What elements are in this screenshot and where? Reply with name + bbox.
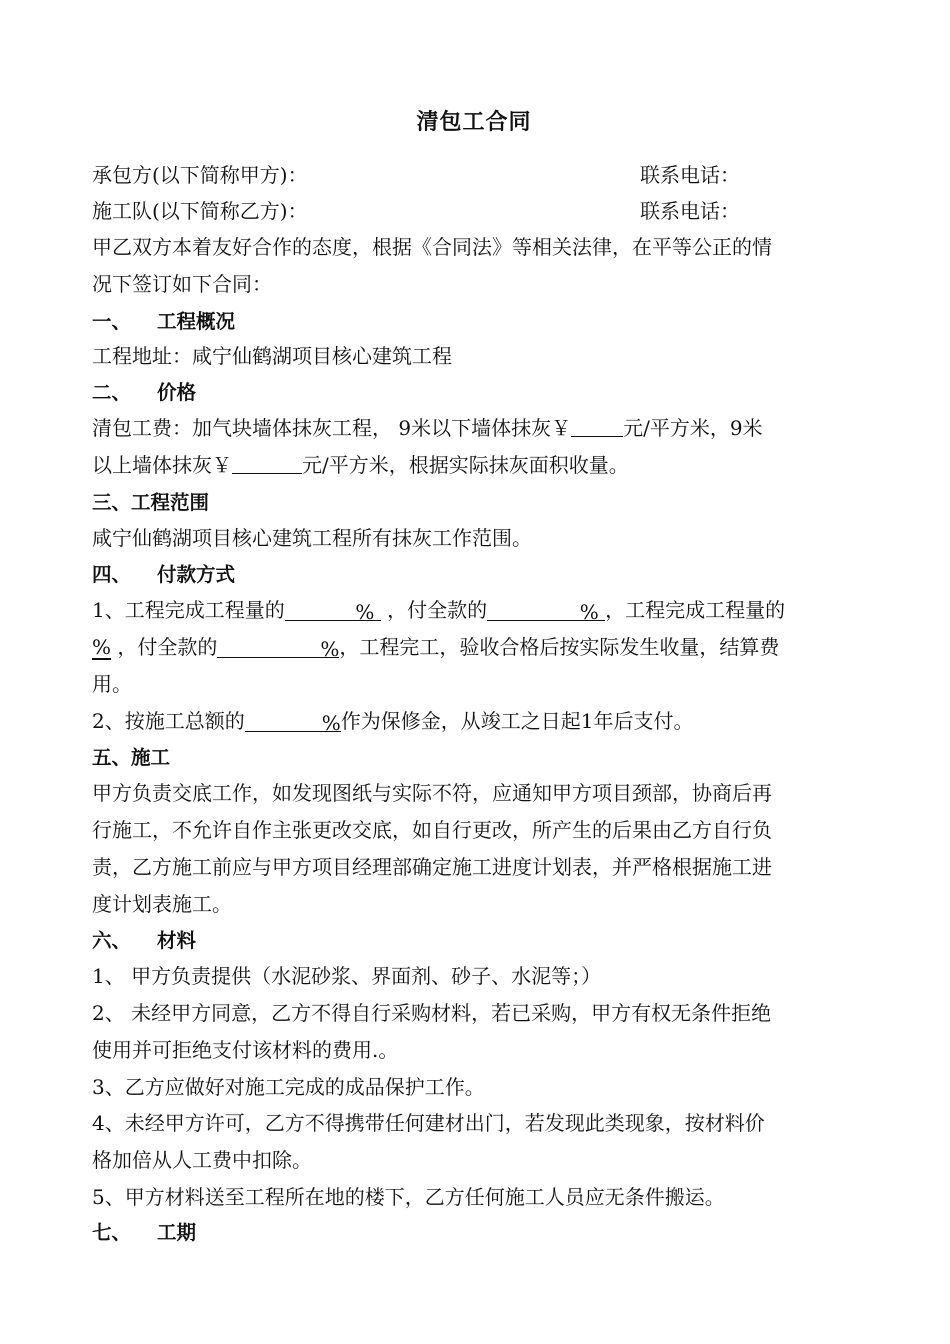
section-7-heading	[92, 1214, 856, 1251]
payment-line-1	[92, 592, 856, 629]
party-b-phone-label: 联系电话：	[640, 199, 740, 223]
section-4-title: 付款方式	[157, 563, 236, 586]
section-1-heading	[92, 303, 856, 340]
section-4-number: 四、	[92, 563, 132, 586]
payment-line-2	[92, 629, 856, 666]
section-7-title: 工期	[157, 1221, 197, 1244]
intro-line-1: 甲乙双方本着友好合作的态度，根据《合同法》等相关法律，在平等公正的情	[92, 235, 772, 259]
section-6-heading	[92, 922, 856, 959]
warranty-pct: %	[321, 711, 341, 735]
materials-line: 格加倍从人工费中扣除。	[92, 1148, 312, 1172]
payment-blank-2	[487, 594, 605, 624]
payment-text-1a: 1、工程完成工程量的	[92, 598, 285, 622]
payment-text-1c: ，工程完成工程量的	[605, 598, 786, 622]
materials-line: 5、甲方材料送至工程所在地的楼下，乙方任何施工人员应无条件搬运。	[92, 1185, 725, 1209]
section-2-heading	[92, 374, 856, 411]
page-title: 清包工合同	[416, 110, 532, 135]
payment-text-2a: 2、按施工总额的	[92, 709, 245, 733]
warranty-blank	[245, 705, 341, 735]
scope-text: 咸宁仙鹤湖项目核心建筑工程所有抹灰工作范围。	[92, 526, 532, 550]
price-text-2b: 元/平方米，根据实际抹灰面积收量。	[302, 453, 629, 477]
payment-line-3: 用。	[92, 672, 132, 696]
construction-line: 责，乙方施工前应与甲方项目经理部确定施工进度计划表，并严格根据施工进	[92, 855, 772, 879]
payment-blank-4	[217, 631, 340, 661]
payment-pct-4: %	[320, 637, 340, 661]
payment-pct-1: %	[355, 600, 375, 624]
construction-line: 甲方负责交底工作，如发现图纸与实际不符，应通知甲方项目颈部，协商后再	[92, 781, 772, 805]
party-a-label: 承包方(以下简称甲方)：	[92, 163, 308, 187]
payment-text-1e: ，工程完工，验收合格后按实际发生收量，结算费	[339, 635, 780, 659]
section-3-heading: 三、工程范围	[92, 491, 210, 514]
price-line-2	[92, 447, 856, 484]
section-6-title: 材料	[157, 929, 197, 952]
party-a-row	[92, 157, 856, 194]
materials-line: 4、未经甲方许可，乙方不得携带任何建材出门，若发现此类现象，按材料价	[92, 1111, 765, 1135]
price-line-1	[92, 410, 856, 447]
party-b-row	[92, 193, 856, 230]
price-text-1b: 元/平方米，9米	[623, 416, 763, 440]
price-text-2a: 以上墙体抹灰￥	[92, 453, 232, 477]
section-1-number: 一、	[92, 310, 132, 333]
section-2-title: 价格	[157, 381, 197, 404]
price-text-1a: 清包工费：加气块墙体抹灰工程， 9米以下墙体抹灰￥	[92, 416, 572, 440]
party-a-phone-label: 联系电话：	[640, 163, 740, 187]
payment-blank-1	[285, 594, 381, 624]
section-7-number: 七、	[92, 1221, 132, 1244]
payment-text-1d: ，付全款的	[111, 635, 218, 659]
section-4-heading	[92, 556, 856, 593]
section-5-heading: 五、施工	[92, 746, 171, 769]
materials-line: 使用并可拒绝支付该材料的费用.。	[92, 1038, 399, 1062]
payment-pct-3: %	[92, 635, 112, 659]
materials-line: 3、乙方应做好对施工完成的成品保护工作。	[92, 1075, 485, 1099]
construction-line: 行施工，不允许自作主张更改交底，如自行更改，所产生的后果由乙方自行负	[92, 818, 772, 842]
price-blank-above-9m	[232, 447, 302, 474]
payment-line-4	[92, 703, 856, 740]
section-6-number: 六、	[92, 929, 132, 952]
intro-line-2: 况下签订如下合同：	[92, 272, 272, 296]
materials-line: 1、 甲方负责提供（水泥砂浆、界面剂、砂子、水泥等；）	[92, 964, 602, 988]
project-address: 工程地址：咸宁仙鹤湖项目核心建筑工程	[92, 344, 452, 368]
section-1-title: 工程概况	[157, 310, 236, 333]
price-blank-below-9m	[571, 410, 623, 437]
construction-line: 度计划表施工。	[92, 892, 232, 916]
materials-line: 2、 未经甲方同意，乙方不得自行采购材料，若已采购，甲方有权无条件拒绝	[92, 1001, 772, 1025]
payment-pct-2: %	[579, 600, 599, 624]
section-2-number: 二、	[92, 381, 132, 404]
party-b-label: 施工队(以下简称乙方)：	[92, 199, 308, 223]
payment-text-2b: 作为保修金，从竣工之日起1年后支付。	[340, 709, 694, 733]
payment-text-1b: ，付全款的	[380, 598, 488, 622]
